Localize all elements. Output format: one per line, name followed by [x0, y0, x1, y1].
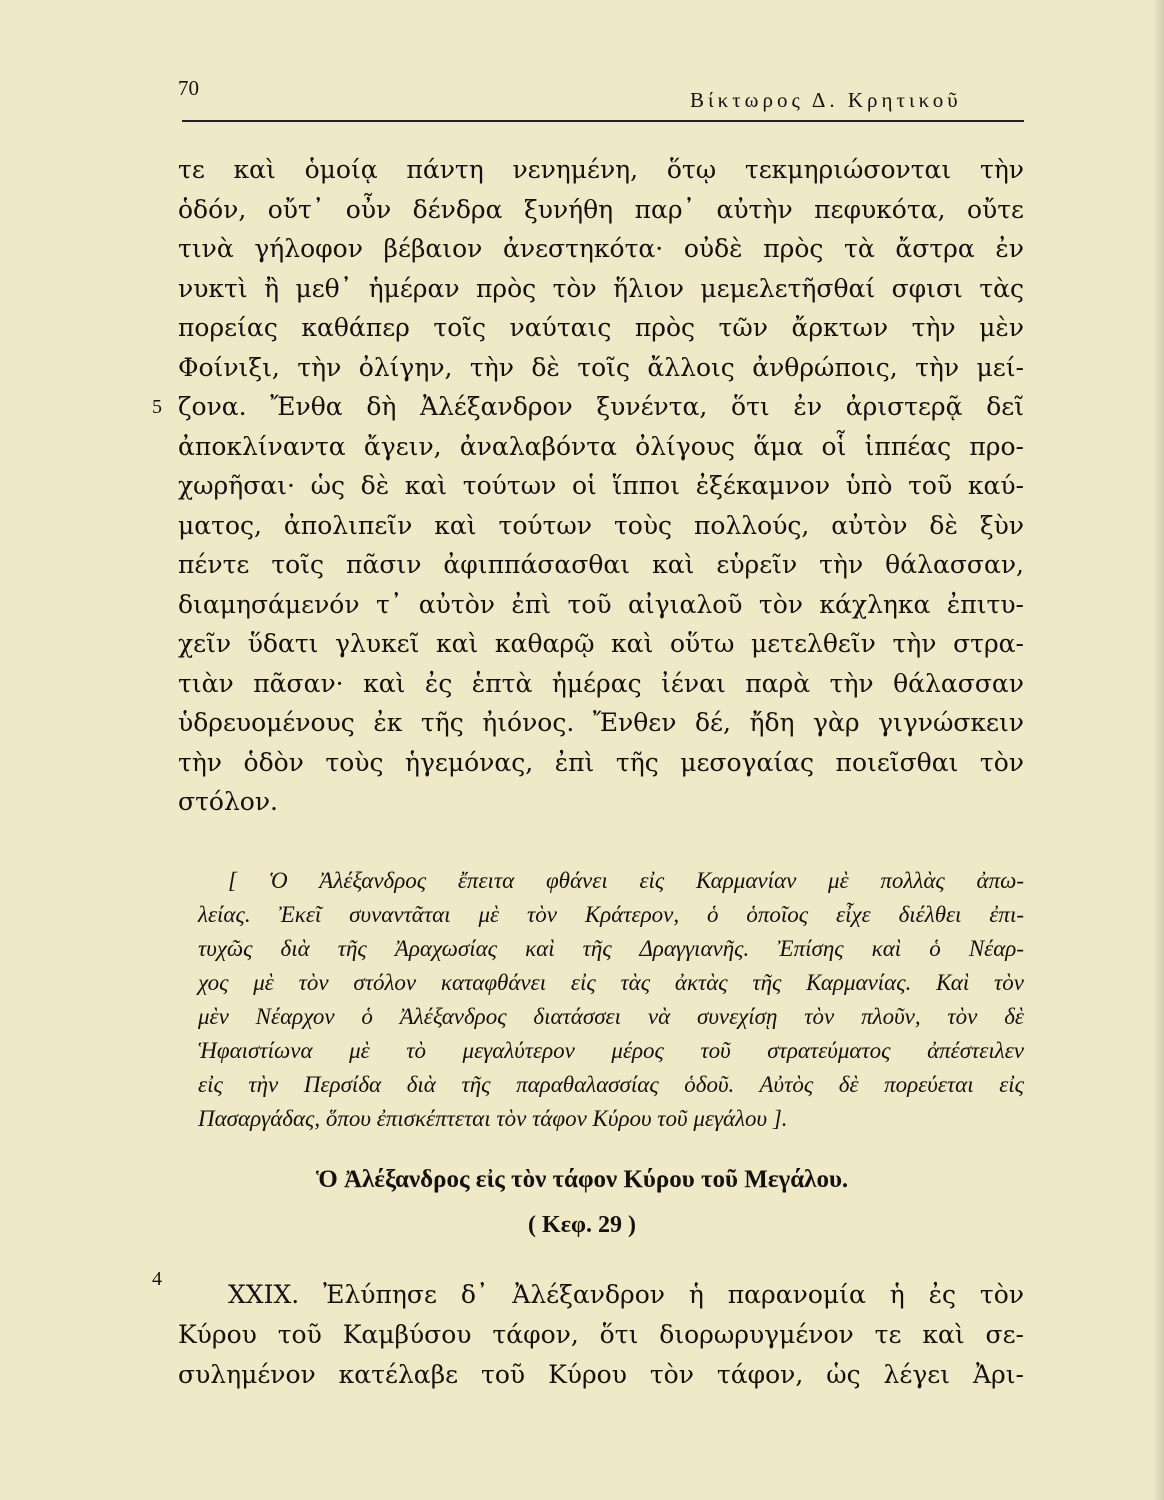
body-line: νυκτὶ ἢ μεθ᾽ ἡμέραν πρὸς τὸν ἥλιον μεμελετῆσθαί σφισι τὰς: [178, 274, 1024, 303]
section-title: Ὁ Ἀλέξανδρος εἰς τὸν τάφον Κύρου τοῦ Μεγάλου.: [315, 1166, 849, 1193]
note-line: μὲν Νέαρχον ὁ Ἀλέξανδρος διατάσσει νὰ συνεχίσῃ τὸν πλοῦν, τὸν δὲ: [198, 1004, 1024, 1029]
chapter-line: συλημένον κατέλαβε τοῦ Κύρου τὸν τάφον, ὡς λέγει Ἀρι-: [178, 1360, 1024, 1389]
body-line: πορείας καθάπερ τοῖς ναύταις πρὸς τῶν ἄρκτων τὴν μὲν: [178, 313, 1024, 342]
note-line: τυχῶς διὰ τῆς Ἀραχωσίας καὶ τῆς Δραγγιανῆς. Ἐπίσης καὶ ὁ Νέαρ-: [198, 936, 1024, 961]
body-line: πέντε τοῖς πᾶσιν ἀφιππάσασθαι καὶ εὑρεῖν τὴν θάλασσαν,: [178, 550, 1024, 579]
body-line: χωρῆσαι· ὡς δὲ καὶ τούτων οἱ ἵπποι ἐξέκαμνον ὑπὸ τοῦ καύ-: [178, 471, 1024, 500]
note-line: [ Ὁ Ἀλέξανδρος ἔπειτα φθάνει εἰς Καρμανίαν μὲ πολλὰς ἀπω-: [228, 868, 1024, 893]
margin-line-number: 4: [152, 1268, 162, 1290]
body-line: διαμησάμενόν τ᾽ αὐτὸν ἐπὶ τοῦ αἰγιαλοῦ τὸν κάχληκα ἐπιτυ-: [178, 590, 1024, 619]
note-line: εἰς τὴν Περσίδα διὰ τῆς παραθαλασσίας ὁδοῦ. Αὐτὸς δὲ πορεύεται εἰς: [198, 1072, 1024, 1097]
body-line: τὴν ὁδὸν τοὺς ἡγεμόνας, ἐπὶ τῆς μεσογαίας ποιεῖσθαι τὸν: [178, 748, 1024, 777]
body-line: στόλον.: [178, 787, 278, 816]
chapter-line: XXIX. Ἐλύπησε δ᾽ Ἀλέξανδρον ἡ παρανομία ἡ ἐς τὸν: [228, 1280, 1024, 1309]
page-number: 70: [178, 76, 199, 100]
body-line: ὑδρευομένους ἐκ τῆς ἠιόνος. Ἔνθεν δέ, ἤδη γὰρ γιγνώσκειν: [178, 708, 1024, 737]
chapter-line: Κύρου τοῦ Καμβύσου τάφον, ὅτι διορωρυγμένον τε καὶ σε-: [178, 1320, 1024, 1349]
note-line: Ἡφαιστίωνα μὲ τὸ μεγαλύτερον μέρος τοῦ στρατεύματος ἀπέστειλεν: [198, 1038, 1024, 1063]
body-line: ζονα. Ἔνθα δὴ Ἀλέξανδρον ξυνέντα, ὅτι ἐν ἀριστερᾷ δεῖ: [178, 392, 1024, 421]
note-line: χος μὲ τὸν στόλον καταφθάνει εἰς τὰς ἀκτὰς τῆς Καρμανίας. Καὶ τὸν: [198, 970, 1024, 995]
note-line: λείας. Ἐκεῖ συναντᾶται μὲ τὸν Κράτερον, ὁ ὁποῖος εἶχε διέλθει ἐπι-: [198, 902, 1024, 927]
body-line: χεῖν ὕδατι γλυκεῖ καὶ καθαρῷ καὶ οὕτω μετελθεῖν τὴν στρα-: [178, 629, 1024, 658]
page-edge-shadow: [1152, 0, 1164, 1500]
header-rule: [182, 120, 1024, 122]
body-line: ματος, ἀπολιπεῖν καὶ τούτων τοὺς πολλούς, αὐτὸν δὲ ξὺν: [178, 511, 1024, 540]
body-line: Φοίνιξι, τὴν ὀλίγην, τὴν δὲ τοῖς ἄλλοις ἀνθρώποις, τὴν μεί-: [178, 353, 1024, 382]
chapter-reference: ( Κεφ. 29 ): [528, 1212, 636, 1238]
body-line: τινὰ γήλοφον βέβαιον ἀνεστηκότα· οὐδὲ πρὸς τὰ ἄστρα ἐν: [178, 234, 1024, 263]
body-line: τιὰν πᾶσαν· καὶ ἐς ἑπτὰ ἡμέρας ἰέναι παρὰ τὴν θάλασσαν: [178, 669, 1024, 698]
body-line: τε καὶ ὁμοίᾳ πάντη νενημένη, ὅτῳ τεκμηριώσονται τὴν: [178, 155, 1024, 184]
margin-line-number: 5: [152, 396, 162, 418]
running-head: Βίκτωρος Δ. Κρητικοῦ: [690, 88, 962, 112]
note-line: Πασαργάδας, ὅπου ἐπισκέπτεται τὸν τάφον Κύρου τοῦ μεγάλου ].: [198, 1106, 788, 1131]
body-line: ἀποκλίναντα ἄγειν, ἀναλαβόντα ὀλίγους ἅμα οἷ ἱππέας προ-: [178, 432, 1024, 461]
body-line: ὁδόν, οὔτ᾽ οὖν δένδρα ξυνήθη παρ᾽ αὐτὴν πεφυκότα, οὔτε: [178, 195, 1024, 224]
